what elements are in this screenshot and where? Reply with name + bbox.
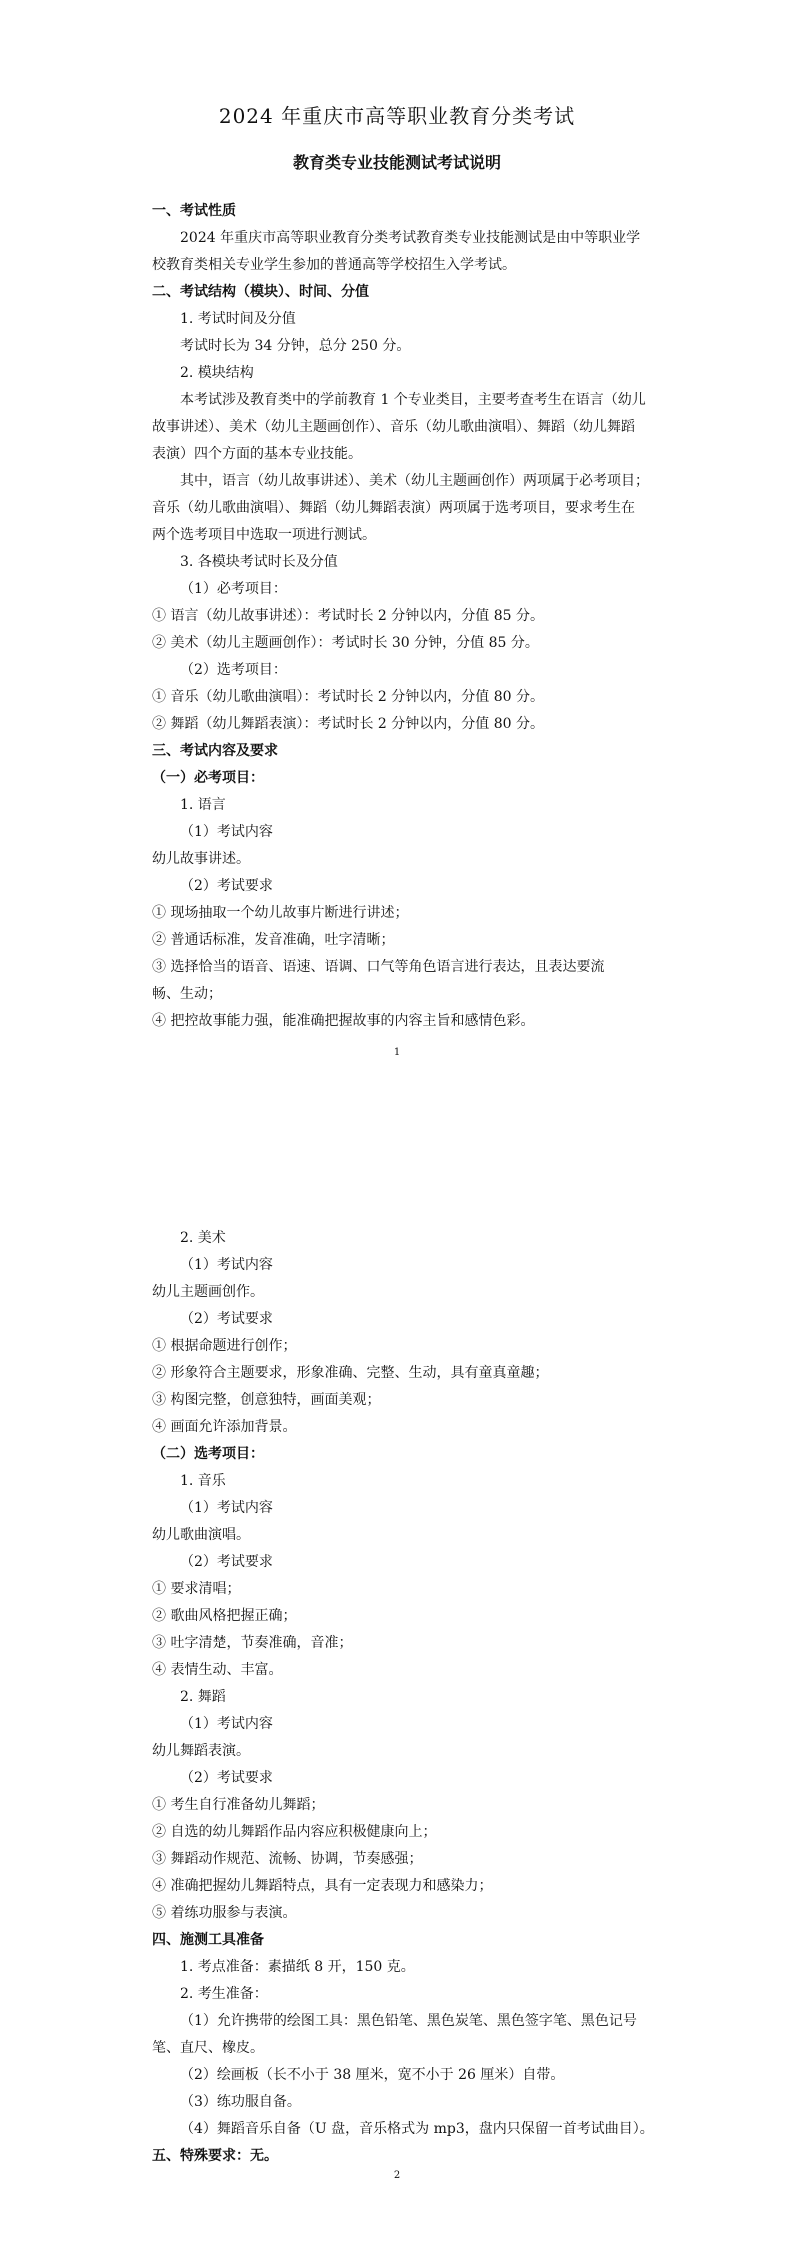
- list-item: ② 美术（幼儿主题画创作）：考试时长 30 分钟，分值 85 分。: [152, 635, 539, 651]
- paragraph-line: （2）考试要求: [180, 1770, 273, 1786]
- paragraph-line: 校教育类相关专业学生参加的普通高等学校招生入学考试。: [152, 257, 516, 273]
- paragraph-line: （1）考试内容: [180, 824, 273, 840]
- paragraph-line: 笔、直尺、橡皮。: [152, 2040, 264, 2056]
- paragraph-line: （2）绘画板（长不小于 38 厘米，宽不小于 26 厘米）自带。: [180, 2067, 565, 2083]
- paragraph-line: 本考试涉及教育类中的学前教育 1 个专业类目，主要考查考生在语言（幼儿: [180, 392, 646, 408]
- paragraph-line: 表演）四个方面的基本专业技能。: [152, 446, 362, 462]
- list-item: ③ 吐字清楚，节奏准确，音准；: [152, 1635, 353, 1651]
- list-item: ④ 准确把握幼儿舞蹈特点，具有一定表现力和感染力；: [152, 1878, 493, 1894]
- paragraph-line: （1）必考项目：: [180, 581, 287, 597]
- list-item: ① 语言（幼儿故事讲述）：考试时长 2 分钟以内，分值 85 分。: [152, 608, 544, 624]
- paragraph-line: 1. 音乐: [180, 1473, 226, 1489]
- list-item: ① 要求清唱；: [152, 1581, 241, 1597]
- paragraph-line: 1. 考点准备：素描纸 8 开，150 克。: [180, 1959, 415, 1975]
- paragraph-line: 幼儿主题画创作。: [152, 1284, 264, 1300]
- list-item: ② 普通话标准，发音准确，吐字清晰；: [152, 932, 395, 948]
- page-1-body: [152, 198, 649, 1035]
- section-heading: 三、考试内容及要求: [152, 743, 278, 759]
- subsection-heading: （二）选考项目：: [152, 1446, 264, 1462]
- list-item: ④ 画面允许添加背景。: [152, 1419, 297, 1435]
- list-item: ③ 构图完整，创意独特，画面美观；: [152, 1392, 381, 1408]
- paragraph-line: 1. 语言: [180, 797, 226, 813]
- paragraph-line: （2）考试要求: [180, 1554, 273, 1570]
- paragraph-line: 两个选考项目中选取一项进行测试。: [152, 527, 376, 543]
- paragraph-line: 幼儿故事讲述。: [152, 851, 250, 867]
- document-subtitle: 教育类专业技能测试考试说明: [292, 153, 501, 172]
- paragraph-line: （2）选考项目：: [180, 662, 287, 678]
- list-item: ⑤ 着练功服参与表演。: [152, 1905, 297, 1921]
- paragraph-line: 3. 各模块考试时长及分值: [180, 554, 338, 570]
- list-item: ④ 表情生动、丰富。: [152, 1662, 283, 1678]
- paragraph-line: 其中，语言（幼儿故事讲述）、美术（幼儿主题画创作）两项属于必考项目；: [180, 473, 649, 489]
- list-item: ① 现场抽取一个幼儿故事片断进行讲述；: [152, 905, 409, 921]
- document-title: 2024 年重庆市高等职业教育分类考试: [218, 104, 576, 128]
- paragraph-line: （1）考试内容: [180, 1716, 273, 1732]
- list-item: ④ 把控故事能力强，能准确把握故事的内容主旨和感情色彩。: [152, 1013, 535, 1029]
- section-heading: 五、特殊要求：无。: [152, 2148, 278, 2164]
- section-heading: 四、施测工具准备: [152, 1932, 264, 1948]
- paragraph-line: 2024 年重庆市高等职业教育分类考试教育类专业技能测试是由中等职业学: [180, 230, 641, 246]
- paragraph-line: 幼儿舞蹈表演。: [152, 1743, 250, 1759]
- list-item: ② 形象符合主题要求，形象准确、完整、生动，具有童真童趣；: [152, 1365, 549, 1381]
- paragraph-line: 考试时长为 34 分钟，总分 250 分。: [180, 338, 411, 354]
- paragraph-line: （2）考试要求: [180, 1311, 273, 1327]
- section-heading: 一、考试性质: [152, 203, 236, 219]
- list-item: ① 音乐（幼儿歌曲演唱）：考试时长 2 分钟以内，分值 80 分。: [152, 689, 544, 705]
- paragraph-line: （1）考试内容: [180, 1257, 273, 1273]
- page-number: 1: [393, 1047, 401, 1058]
- page-2: [0, 1123, 794, 2246]
- paragraph-line: 故事讲述）、美术（幼儿主题画创作）、音乐（幼儿歌曲演唱）、舞蹈（幼儿舞蹈: [152, 419, 635, 435]
- list-item: ② 舞蹈（幼儿舞蹈表演）：考试时长 2 分钟以内，分值 80 分。: [152, 716, 544, 732]
- list-item: ③ 选择恰当的语音、语速、语调、口气等角色语言进行表达，且表达要流: [152, 959, 605, 975]
- list-item: ① 考生自行准备幼儿舞蹈；: [152, 1797, 325, 1813]
- paragraph-line: （1）允许携带的绘图工具：黑色铅笔、黑色炭笔、黑色签字笔、黑色记号: [180, 2013, 637, 2029]
- list-item: ② 自选的幼儿舞蹈作品内容应积极健康向上；: [152, 1824, 437, 1840]
- list-item: 畅、生动；: [152, 986, 222, 1002]
- list-item: ③ 舞蹈动作规范、流畅、协调，节奏感强；: [152, 1851, 423, 1867]
- page-2-body: [152, 1225, 654, 2170]
- paragraph-line: 音乐（幼儿歌曲演唱）、舞蹈（幼儿舞蹈表演）两项属于选考项目，要求考生在: [152, 500, 635, 516]
- section-heading: 二、考试结构（模块）、时间、分值: [152, 284, 369, 300]
- paragraph-line: （4）舞蹈音乐自备（U 盘，音乐格式为 mp3，盘内只保留一首考试曲目）。: [180, 2121, 654, 2137]
- paragraph-line: （1）考试内容: [180, 1500, 273, 1516]
- paragraph-line: 幼儿歌曲演唱。: [152, 1527, 250, 1543]
- list-item: ① 根据命题进行创作；: [152, 1338, 297, 1354]
- paragraph-line: 2. 模块结构: [180, 365, 254, 381]
- list-item: ② 歌曲风格把握正确；: [152, 1608, 297, 1624]
- paragraph-line: 2. 舞蹈: [180, 1689, 226, 1705]
- paragraph-line: 2. 考生准备：: [180, 1986, 268, 2002]
- paragraph-line: （2）考试要求: [180, 878, 273, 894]
- paragraph-line: （3）练功服自备。: [180, 2094, 301, 2110]
- paragraph-line: 2. 美术: [180, 1230, 226, 1246]
- subsection-heading: （一）必考项目：: [152, 770, 264, 786]
- page-number: 2: [393, 2170, 401, 2181]
- paragraph-line: 1. 考试时间及分值: [180, 311, 296, 327]
